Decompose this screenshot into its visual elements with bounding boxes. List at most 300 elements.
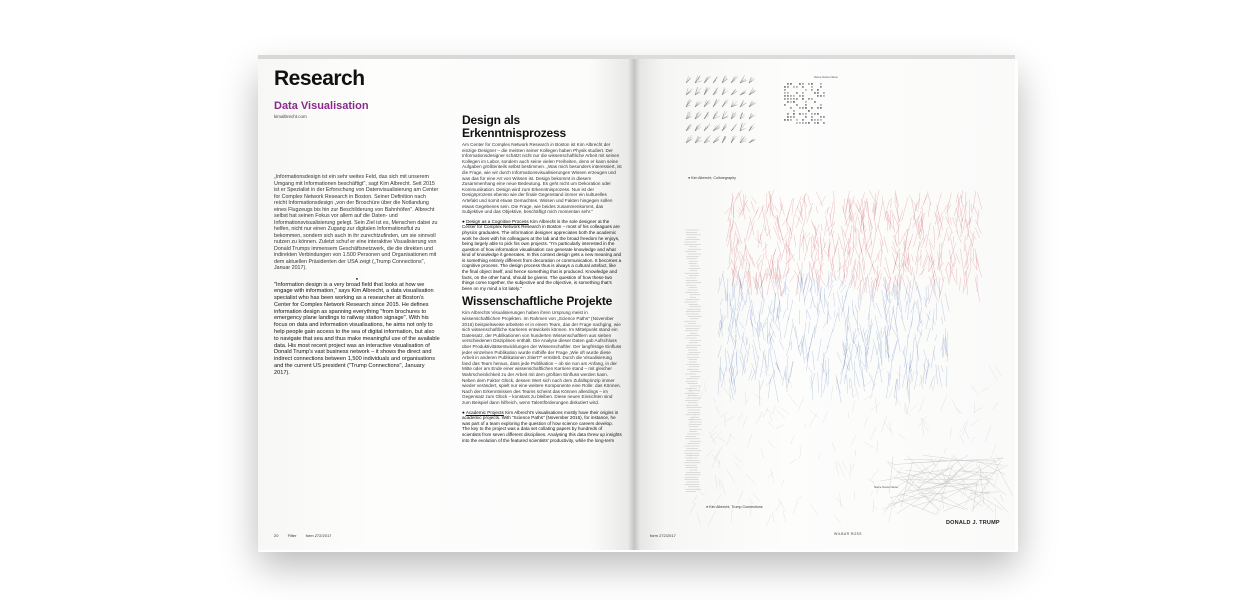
network-edge-red	[748, 259, 750, 267]
network-edge-blue	[938, 365, 942, 387]
network-edge-blue	[779, 340, 784, 350]
matrix-cell	[814, 113, 816, 115]
network-edge-blue	[775, 363, 781, 372]
matrix-cell	[820, 104, 822, 106]
network-edge-gray	[982, 387, 989, 392]
culturegraphy-stroke	[722, 102, 728, 107]
culturegraphy-cell	[740, 136, 747, 143]
label-fan-line	[893, 476, 934, 493]
network-edge-gray	[855, 384, 859, 399]
network-edge-gray	[931, 458, 936, 466]
culturegraphy-stroke	[731, 124, 737, 131]
network-edge-red	[877, 273, 882, 291]
network-edge-blue	[902, 363, 907, 388]
network-edge-gray	[889, 386, 894, 399]
network-edge-blue	[914, 372, 917, 390]
network-edge-gray	[936, 505, 941, 514]
network-edge-red	[865, 232, 872, 249]
network-edge-red	[902, 276, 908, 295]
network-edge-red	[871, 235, 876, 259]
network-edge-blue	[759, 301, 762, 323]
network-edge-red	[904, 229, 907, 235]
culturegraphy-stroke	[749, 139, 756, 143]
matrix-cell	[805, 107, 807, 109]
network-edge-gray	[952, 399, 960, 414]
network-edge-red	[818, 259, 822, 275]
network-edge-red	[788, 237, 791, 252]
matrix-cell	[817, 119, 819, 121]
network-edge-gray	[974, 407, 983, 412]
network-edge-blue	[749, 370, 752, 381]
network-edge-blue	[718, 345, 722, 357]
network-edge-blue	[851, 379, 853, 398]
network-edge-blue	[842, 274, 845, 287]
network-edge-red	[900, 235, 905, 245]
network-edge-gray	[763, 407, 768, 417]
network-edge-gray	[705, 450, 713, 457]
matrix-cell	[799, 95, 801, 97]
network-edge-red	[829, 250, 832, 271]
culturegraphy-cell	[686, 76, 691, 83]
matrix-cell	[799, 107, 801, 109]
network-edge-blue	[746, 290, 748, 305]
network-edge-gray	[864, 379, 873, 386]
network-edge-gray	[931, 501, 939, 508]
network-edge-blue	[811, 373, 816, 389]
network-edge-red	[810, 262, 814, 282]
network-edge-red	[890, 210, 891, 229]
network-edge-gray	[725, 416, 734, 421]
network-edge-red	[772, 249, 776, 263]
network-edge-red	[960, 278, 961, 291]
network-edge-red	[928, 202, 930, 217]
network-edge-red	[763, 225, 767, 236]
network-edge-gray	[781, 408, 789, 414]
network-edge-red	[733, 241, 738, 251]
network-edge-blue	[761, 323, 764, 341]
network-edge-blue	[828, 285, 832, 298]
network-edge-blue	[899, 365, 900, 390]
network-edge-gray	[910, 371, 914, 384]
bullet-separator: ●	[355, 275, 359, 281]
network-edge-blue	[734, 287, 736, 310]
network-edge-blue	[837, 292, 841, 309]
network-edge-blue	[807, 334, 813, 362]
wilbur-label: WILBUR ROSS	[834, 532, 862, 536]
matrix-cell	[784, 92, 786, 94]
culturegraphy-cell	[731, 124, 737, 131]
network-edge-gray	[842, 462, 846, 470]
network-edge-gray	[818, 453, 821, 458]
network-edge-red	[839, 263, 841, 279]
network-edge-blue	[864, 329, 867, 335]
network-edge-gray	[870, 427, 876, 440]
label-fan-line	[941, 466, 952, 498]
network-edge-blue	[892, 341, 897, 357]
network-edge-red	[929, 239, 934, 250]
culturegraphy-stroke	[713, 76, 717, 83]
network-edge-gray	[697, 513, 700, 525]
network-edge-blue	[763, 351, 767, 368]
network-edge-blue	[912, 337, 914, 359]
network-edge-red	[919, 269, 925, 276]
network-edge-red	[904, 239, 908, 265]
label-fan-line	[904, 459, 997, 461]
network-edge-blue	[926, 363, 930, 379]
network-edge-red	[912, 254, 914, 261]
network-edge-blue	[911, 300, 914, 327]
network-edge-blue	[826, 345, 828, 353]
label-fan-line	[944, 460, 974, 482]
network-edge-red	[819, 275, 826, 286]
network-edge-gray	[720, 412, 727, 418]
network-edge-red	[864, 263, 865, 270]
label-fan-line	[976, 472, 1007, 495]
network-edge-blue	[936, 281, 941, 294]
matrix-cell	[814, 119, 816, 121]
network-edge-red	[797, 206, 802, 218]
culturegraphy-cell	[722, 111, 728, 119]
network-edge-gray	[889, 509, 892, 522]
network-edge-red	[738, 255, 743, 274]
network-edge-blue	[852, 300, 853, 315]
network-edge-red	[829, 221, 834, 236]
network-edge-blue	[759, 311, 760, 331]
network-edge-blue	[917, 327, 922, 336]
network-edge-red	[975, 277, 980, 303]
network-edge-gray	[738, 491, 743, 504]
network-edge-gray	[970, 437, 974, 442]
network-edge-blue	[739, 322, 745, 330]
culturegraphy-stroke	[704, 76, 708, 83]
matrix-cell	[820, 83, 822, 85]
network-edge-gray	[770, 414, 772, 421]
network-edge-blue	[909, 294, 910, 302]
network-edge-red	[905, 229, 908, 249]
network-edge-red	[758, 263, 759, 271]
network-edge-red	[846, 246, 851, 262]
network-edge-blue	[783, 309, 786, 319]
culturegraphy-stroke	[686, 117, 692, 119]
label-fan-line	[972, 500, 983, 510]
network-edge-blue	[858, 289, 859, 308]
network-edge-blue	[904, 342, 907, 368]
network-edge-gray	[942, 497, 944, 509]
network-edge-gray	[788, 394, 797, 407]
network-edge-blue	[786, 355, 788, 380]
culturegraphy-stroke	[686, 113, 691, 119]
network-edge-red	[729, 240, 731, 263]
network-edge-gray	[743, 416, 748, 428]
network-edge-blue	[858, 328, 859, 335]
paragraph-projects-english	[462, 410, 622, 444]
culturegraphy-cell	[722, 87, 728, 95]
matrix-cell	[820, 107, 822, 109]
mini-label: Name Name Name	[814, 75, 838, 79]
network-edge-red	[827, 207, 828, 214]
matrix-cell	[787, 113, 789, 115]
network-edge-gray	[705, 383, 706, 392]
network-edge-blue	[799, 277, 801, 301]
network-edge-blue	[848, 316, 853, 342]
network-edge-red	[811, 219, 817, 236]
network-edge-gray	[963, 420, 968, 435]
network-edge-gray	[789, 459, 797, 465]
network-edge-gray	[884, 422, 894, 436]
matrix-cell	[784, 119, 786, 121]
network-edge-blue	[927, 328, 931, 341]
label-fan-line	[976, 464, 993, 485]
network-edge-red	[832, 212, 833, 225]
network-edge-red	[875, 190, 879, 212]
culturegraphy-stroke	[731, 91, 738, 95]
network-edge-blue	[758, 323, 759, 331]
network-edge-blue	[814, 279, 815, 293]
network-edge-red	[874, 275, 879, 298]
network-edge-gray	[834, 515, 841, 524]
culturegraphy-cell	[731, 100, 737, 107]
network-edge-red	[882, 197, 887, 221]
network-edge-blue	[946, 366, 947, 387]
network-edge-gray	[940, 395, 946, 411]
paragraph-design-german: Am Center for Complex Network Research in Boston ist Kim Albrecht der einzige Designer – die meisten seiner Kollegen haben Physik studiert. Der Informationsdesigner schätzt nicht nur die wissenschaftliche Arbeit mit seinen Kollegen im Labor, sondern auch seine vielen Freiheiten, denn er kann seine Aufgaben größtenteils selbst bestimmen. „Was mich besonders interessiert, ist die Frage, wie wir durch Informationsvisualisierungen Wissen erzeugen und was das für eine Art von Wissen ist. Design bekommt in diesem Zusammenhang eine neue Bedeutung. Es geht nicht um Dekoration oder Kommunikation. Design wird zum Erkenntnisprozess. Nun ist der Designprozess ebenso wie der finale Gegenstand immer ein kulturelles Artefakt und somit etwas Gemachtes. Wissen und Fakten hingegen sollen etwas Gegebenes sein. Die Frage, wie beides zusammenkommt, das Subjektive und das Objektive, beschäftigt mich momentan sehr."	[462, 142, 622, 215]
network-edge-red	[960, 205, 964, 217]
network-edge-blue	[876, 303, 881, 318]
network-edge-red	[860, 263, 865, 285]
label-fan-line	[894, 461, 946, 465]
network-edge-red	[820, 196, 825, 205]
network-edge-blue	[718, 367, 720, 395]
network-edge-red	[786, 220, 790, 231]
network-edge-red	[946, 270, 949, 285]
culturegraphy-stroke	[695, 101, 700, 107]
network-edge-blue	[935, 335, 937, 341]
network-edge-red	[777, 241, 781, 256]
network-edge-red	[892, 253, 895, 264]
network-edge-gray	[868, 372, 874, 378]
network-edge-red	[787, 209, 790, 221]
network-edge-blue	[855, 371, 859, 387]
network-edge-gray	[768, 421, 774, 428]
network-edge-blue	[747, 338, 748, 346]
network-edge-gray	[804, 423, 806, 427]
network-edge-gray	[791, 435, 795, 444]
network-edge-blue	[806, 347, 809, 371]
network-edge-red	[856, 203, 860, 213]
network-edge-gray	[871, 403, 881, 411]
matrix-cell	[802, 92, 804, 94]
network-edge-blue	[742, 353, 746, 375]
network-edge-red	[753, 277, 758, 294]
network-edge-blue	[841, 285, 847, 292]
culturegraphy-stroke	[731, 76, 737, 83]
matrix-cell	[811, 107, 813, 109]
network-edge-gray	[771, 470, 774, 482]
culturegraphy-cell	[713, 99, 720, 107]
network-edge-gray	[920, 418, 928, 431]
culturegraphy-stroke	[722, 124, 727, 131]
network-edge-gray	[712, 452, 719, 468]
article-title: Data Visualisation	[274, 100, 369, 112]
network-edge-gray	[840, 492, 841, 507]
network-edge-blue	[779, 301, 780, 320]
network-edge-blue	[746, 310, 749, 326]
network-edge-blue	[926, 287, 927, 301]
network-edge-red	[886, 211, 890, 230]
network-edge-blue	[761, 349, 765, 377]
culturegraphy-stroke	[749, 139, 753, 143]
network-edge-gray	[898, 434, 905, 439]
network-edge-red	[742, 246, 745, 269]
network-edge-gray	[934, 374, 936, 389]
network-edge-blue	[818, 339, 822, 361]
network-edge-gray	[835, 461, 838, 476]
network-edge-blue	[739, 281, 740, 291]
network-edge-red	[951, 239, 955, 260]
culturegraphy-stroke	[749, 115, 753, 119]
network-edge-red	[733, 192, 739, 206]
network-edge-blue	[900, 300, 902, 319]
intro-english: "Information design is a very broad field that looks at how we engage with information," says Kim Albrecht, a data visualisation specialist who has been working as a researcher at Boston's Center for Complex Network Research since 2015. He defines information design as spanning everything "from brochures to emergency plane landings to railway station signage". With his focus on data and information visualisations, he aims not only to help people gain access to the sea of digital information, but also to navigate that sea and thus make meaningful use of the available data. His most recent project was an interactive visualisation of Donald Trump's vast business network – it shows the direct and indirect connections between 1,500 individuals and organisations and the current US president ("Trump Connections", January 2017).	[274, 281, 440, 376]
network-edge-gray	[781, 480, 783, 487]
culturegraphy-stroke	[740, 136, 742, 143]
network-edge-red	[956, 208, 962, 229]
network-edge-red	[924, 195, 927, 205]
matrix-cell	[823, 95, 825, 97]
culturegraphy-cell	[731, 76, 738, 83]
network-edge-gray	[881, 416, 887, 432]
section-title: Research	[274, 67, 365, 90]
network-edge-red	[964, 236, 965, 252]
label-fan-line	[993, 460, 1012, 496]
network-edge-red	[790, 275, 795, 283]
network-edge-blue	[854, 361, 855, 386]
bullet-marker: ●	[462, 218, 465, 224]
network-edge-blue	[823, 374, 826, 393]
network-edge-blue	[742, 301, 746, 311]
matrix-cell	[817, 113, 819, 115]
network-edge-red	[975, 249, 977, 270]
network-edge-blue	[773, 317, 774, 323]
network-edge-red	[946, 217, 953, 233]
network-edge-blue	[753, 345, 757, 369]
network-edge-red	[956, 268, 957, 284]
bullet-marker: ●	[462, 409, 465, 415]
network-edge-red	[891, 198, 892, 208]
paragraph-design-english	[462, 219, 622, 292]
network-edge-red	[783, 231, 789, 240]
matrix-cell	[793, 86, 795, 88]
culturegraphy-stroke	[686, 76, 689, 83]
matrix-cell	[811, 113, 813, 115]
mini-label: Name Name Name	[874, 485, 898, 489]
network-edge-red	[834, 238, 839, 254]
heading-academic-projects: Wissenschaftliche Projekte	[462, 294, 613, 309]
network-edge-red	[746, 221, 751, 240]
network-edge-red	[748, 268, 750, 286]
network-edge-red	[916, 211, 921, 226]
matrix-cell	[814, 122, 816, 124]
culturegraphy-stroke	[740, 92, 745, 95]
label-fan-line	[907, 475, 939, 511]
network-edge-blue	[917, 346, 918, 374]
network-edge-red	[847, 260, 849, 278]
label-fan-line	[973, 484, 977, 512]
matrix-cell	[823, 122, 825, 124]
network-edge-blue	[886, 336, 889, 363]
network-edge-gray	[964, 428, 968, 439]
network-edge-red	[804, 236, 807, 250]
network-edge-red	[774, 205, 778, 212]
network-edge-red	[902, 197, 908, 221]
heading-design-cognitive: Design als Erkenntnisprozess	[462, 113, 566, 140]
network-edge-blue	[895, 303, 897, 325]
network-edge-blue	[760, 380, 764, 390]
network-edge-blue	[768, 379, 771, 399]
network-edge-red	[859, 254, 860, 277]
network-edge-blue	[749, 306, 752, 327]
network-edge-red	[921, 195, 928, 210]
network-edge-blue	[872, 366, 878, 390]
right-page	[634, 55, 1015, 550]
matrix-cell	[790, 95, 792, 97]
network-edge-blue	[853, 310, 858, 324]
network-edge-red	[964, 267, 971, 290]
footer-issue: form 272/2017	[305, 533, 332, 538]
network-edge-red	[733, 231, 736, 252]
network-edge-gray	[715, 475, 717, 489]
label-fan-line	[901, 462, 912, 507]
culturegraphy-stroke	[695, 88, 701, 95]
network-edge-blue	[910, 275, 914, 302]
culturegraphy-stroke	[704, 100, 706, 107]
network-edge-blue	[719, 315, 723, 338]
network-edge-gray	[783, 511, 786, 523]
network-edge-red	[876, 265, 877, 287]
network-edge-red	[820, 232, 822, 257]
network-edge-blue	[733, 366, 736, 393]
culturegraphy-stroke	[722, 103, 725, 107]
network-edge-red	[752, 210, 757, 221]
matrix-cell	[817, 122, 819, 124]
network-edge-blue	[720, 298, 723, 305]
network-edge-blue	[921, 375, 923, 388]
lead-in-projects: Academic Projects	[465, 409, 504, 415]
culturegraphy-stroke	[686, 91, 692, 95]
network-edge-blue	[768, 348, 769, 371]
paragraph-projects-german: Kim Albrechts Visualisierungen haben ihren Ursprung meist in wissenschaftlichen Projekten. Im Rahmen von „Science Paths" (November 2016) beispielsweise arbeitete er in einem Team, das der Frage nachging, wie sich wissenschaftliche Karrieren entwickeln können. Im Mittelpunkt stand ein Datensatz, der Publikationen von hunderten Wissenschaftlern aus sieben verschiedenen Disziplinen enthält. Die Analyse dieser Daten gab Aufschluss über Produktivitätsentwicklungen der Wissenschaftler. Der langfristige Einfluss jeder einzelnen Publikation wurde mithilfe der Frage „Wie oft wurde diese Arbeit in anderen Publikationen zitiert?" ermittelt. Durch die Visualisierung fand das Team heraus, dass jede Publikation – ob sie nun am Anfang, in der Mitte oder am Ende einer wissenschaftlichen Karriere stand – mit gleicher Wahrscheinlichkeit zu der Arbeit mit dem größten Einfluss werden kann. Neben dem Faktor Glück, dessen Wert sich nach dem Zufallsprinzip immer wieder verändert, spielt nur eine weitere Komponente eine Rolle: das Können. Nach den Erkenntnissen des Teams scheint das Können allerdings – im Gegensatz zum Glück – konstant zu bleiben. Diese neuen Einsichten sind zum Beispiel dann hilfreich, wenn Talentförderungen diskutiert wird.	[462, 310, 622, 405]
network-edge-blue	[855, 305, 858, 313]
caption-culturegraphy-text: Kim Albrecht, Culturegraphy	[691, 176, 736, 180]
network-edge-red	[878, 254, 879, 261]
culturegraphy-stroke	[695, 75, 698, 83]
network-edge-red	[777, 254, 781, 261]
network-edge-red	[808, 203, 812, 214]
network-edge-gray	[723, 373, 726, 385]
network-edge-blue	[811, 375, 813, 401]
network-edge-gray	[796, 496, 802, 502]
network-edge-red	[850, 251, 853, 266]
network-edge-gray	[721, 480, 726, 494]
network-edge-blue	[893, 307, 898, 331]
network-edge-red	[731, 244, 732, 254]
network-edge-red	[869, 190, 875, 202]
network-edge-blue	[883, 325, 887, 337]
network-edge-blue	[752, 321, 754, 337]
matrix-cell	[784, 89, 786, 91]
matrix-cell	[793, 98, 795, 100]
network-edge-red	[878, 225, 884, 245]
